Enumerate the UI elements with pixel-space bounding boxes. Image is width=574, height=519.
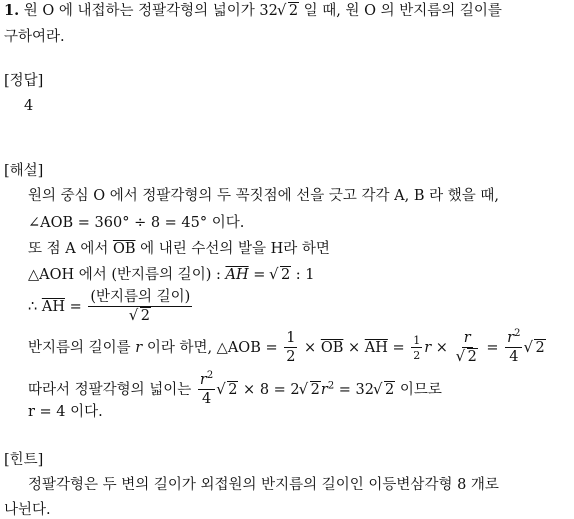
- problem-text-a: 원 O 에 내접하는 정팔각형의 넓이가 32: [23, 3, 278, 19]
- hint-line-1: 정팔각형은 두 변의 길이가 외접원의 반지름의 길이인 이등변삼각형 8 개로: [28, 477, 499, 493]
- solution-line-7: 따라서 정팔각형의 넓이는 $\frac{r^2}{4}$ √ 2 × 8 = 2 √ $2r^2 = 32$ √ 2 이므로: [28, 373, 442, 407]
- problem-line-2: 구하여라.: [4, 29, 65, 45]
- fraction: (반지름의 길이) √ 2: [88, 290, 192, 324]
- solution-header: [해설]: [4, 163, 44, 179]
- sqrt-symbol: √ 2: [278, 4, 299, 19]
- answer-value: 4: [24, 98, 34, 114]
- solution-line-4: △AOH 에서 (반지름의 길이) : $\overline{AH}$ = √ 2 : 1: [28, 268, 315, 283]
- solution-line-5: ∴ $\overline{AH}$ = (반지름의 길이) √ 2: [28, 290, 194, 324]
- answer-header: [정답]: [4, 73, 44, 89]
- solution-line-8: r = 4 이다.: [28, 404, 103, 420]
- segment-ah: $\overline{AH}$: [225, 267, 249, 283]
- solution-line-6: 반지름의 길이를 r 이라 하면, △AOB = $\frac{1}{2}$ × $\overline{OB} \times \overline{AH}$ = $\frac{1}{2}$ r × r √ 2 = $\frac{r^2}{4}$ √ 2: [28, 331, 546, 365]
- hint-line-2: 나뉜다.: [4, 502, 51, 518]
- problem-text-b: 일 때, 원 O 의 반지름의 길이를: [299, 3, 502, 19]
- problem-number: 1.: [4, 2, 20, 19]
- solution-line-2: ∠AOB = 360° ÷ 8 = 45° 이다.: [28, 215, 245, 231]
- problem-line-1: [4, 4, 502, 19]
- solution-line-1: 원의 중심 O 에서 정팔각형의 두 꼭짓점에 선을 긋고 각각 A, B 라 했을 때,: [28, 188, 499, 204]
- solution-line-3: 또 점 A 에서 $\overline{OB}$ 에 내린 수선의 발을 H라 하면: [28, 241, 330, 257]
- segment-ob: $\overline{OB}$: [112, 241, 136, 257]
- hint-header: [힌트]: [4, 452, 44, 468]
